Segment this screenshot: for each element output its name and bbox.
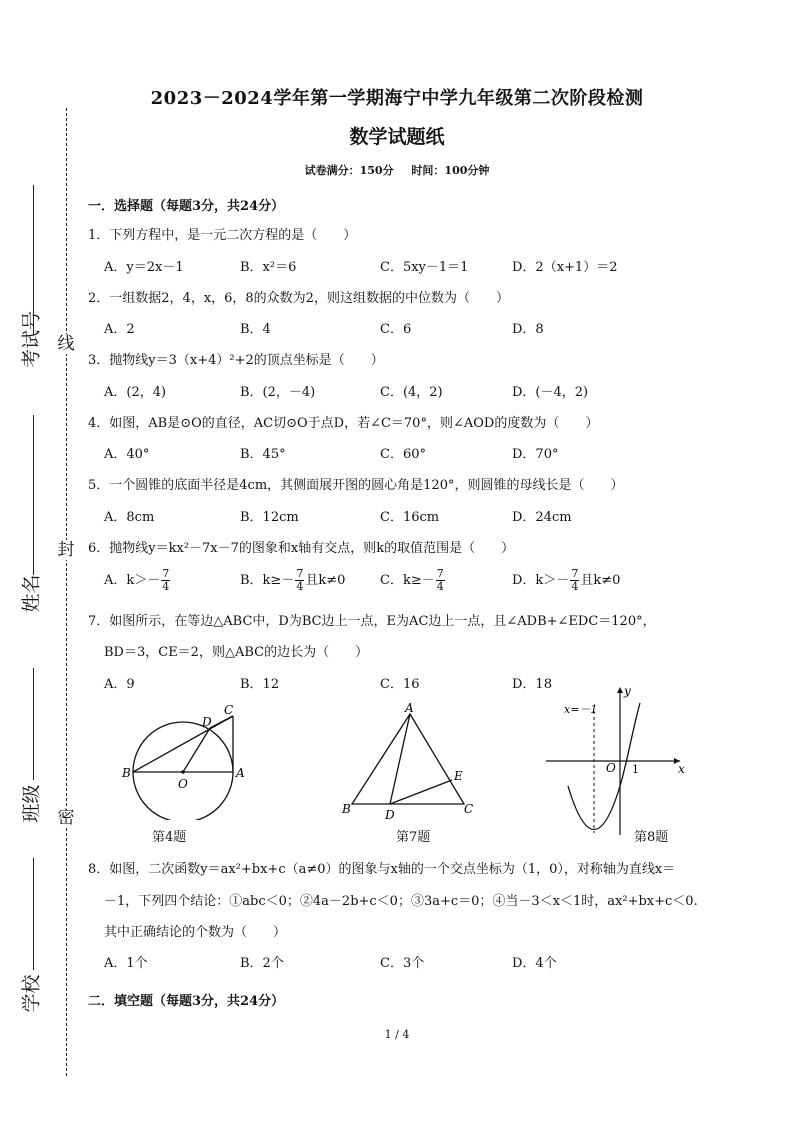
q7-option-d: D．18 bbox=[512, 677, 552, 692]
q6-d-suffix: 且k≠0 bbox=[580, 573, 621, 588]
fraction-denominator: 4 bbox=[162, 580, 170, 593]
segment-ad bbox=[390, 714, 410, 804]
q2-option-d: D．8 bbox=[512, 322, 544, 337]
exam-number-label: 考试号 bbox=[20, 311, 43, 369]
question-5-stem: 5．一个圆锥的底面半径是4cm，其侧面展开图的圆心角是120°，则圆锥的母线长是（ ） bbox=[88, 478, 624, 493]
q5-option-b: B．12cm bbox=[240, 510, 299, 525]
q3-option-c: C．(4，2) bbox=[380, 385, 443, 400]
q8-option-d: D．4个 bbox=[512, 956, 557, 971]
section-2-title: 二．填空题（每题3分，共24分） bbox=[88, 994, 285, 1009]
exam-time: 时间：100分钟 bbox=[411, 164, 490, 177]
label-d: D bbox=[202, 715, 212, 729]
q6-option-d bbox=[512, 568, 620, 593]
label-b: B bbox=[342, 802, 351, 816]
q6-a-text: A．k＞－ bbox=[104, 573, 161, 588]
triangle-abc bbox=[352, 714, 464, 804]
exam-subtitle: 数学试题纸 bbox=[349, 126, 445, 148]
q1-option-b: B．x²＝6 bbox=[240, 260, 297, 275]
school-label: 学校 bbox=[20, 974, 43, 1013]
name-label: 姓名 bbox=[20, 574, 43, 613]
q2-option-a: A．2 bbox=[104, 322, 135, 337]
question-6-stem: 6．抛物线y＝kx²－7x－7的图象和x轴有交点，则k的取值范围是（ ） bbox=[88, 541, 515, 556]
section-1-title: 一．选择题（每题3分，共24分） bbox=[88, 199, 285, 214]
question-8-stem: 8．如图，二次函数y＝ax²+bx+c（a≠0）的图象与x轴的一个交点坐标为（1，0），对称轴为直线x＝ bbox=[88, 862, 676, 877]
fraction bbox=[570, 568, 579, 593]
q4-option-a: A．40° bbox=[104, 447, 150, 462]
exam-meta bbox=[0, 162, 794, 178]
class-label: 班级 bbox=[20, 784, 43, 823]
question-8-stem-line3: 其中正确结论的个数为（ ） bbox=[104, 925, 287, 940]
label-symmetry: x=－1 bbox=[564, 703, 598, 716]
fraction bbox=[295, 568, 304, 593]
segment-dc bbox=[210, 716, 233, 728]
q5-option-c: C．16cm bbox=[380, 510, 440, 525]
question-7-stem: 7．如图所示，在等边△ABC中，D为BC边上一点，E为AC边上一点，且∠ADB+∠EDC＝120°， bbox=[88, 614, 656, 629]
fraction bbox=[436, 568, 445, 593]
center-point bbox=[181, 770, 185, 774]
label-o: O bbox=[606, 761, 616, 775]
fraction-denominator: 4 bbox=[571, 580, 579, 593]
figure-8-parabola-graph bbox=[540, 683, 690, 843]
q8-option-c: C．3个 bbox=[380, 956, 425, 971]
q6-option-b bbox=[240, 568, 345, 593]
q5-option-d: D．24cm bbox=[512, 510, 572, 525]
q8-option-b: B．2个 bbox=[240, 956, 284, 971]
page-number: 1 / 4 bbox=[384, 1028, 410, 1041]
q5-option-a: A．8cm bbox=[104, 510, 155, 525]
q6-b-suffix: 且k≠0 bbox=[305, 573, 346, 588]
q8-option-a: A．1个 bbox=[104, 956, 148, 971]
question-3-stem: 3．抛物线y＝3（x+4）²+2的顶点坐标是（ ） bbox=[88, 353, 384, 368]
figure-8-caption: 第8题 bbox=[634, 830, 669, 845]
q6-option-c bbox=[380, 568, 446, 593]
label-e: E bbox=[454, 769, 463, 783]
label-x: x bbox=[678, 762, 685, 776]
label-a: A bbox=[405, 701, 414, 715]
segment-od bbox=[183, 728, 210, 772]
fraction-denominator: 4 bbox=[296, 580, 304, 593]
question-7-stem-line2: BD＝3，CE＝2，则△ABC的边长为（ ） bbox=[104, 645, 369, 660]
question-4-stem: 4．如图，AB是⊙O的直径，AC切⊙O于点D，若∠C＝70°，则∠AOD的度数为（ ） bbox=[88, 416, 599, 431]
q2-option-b: B．4 bbox=[240, 322, 271, 337]
fraction-numerator: 7 bbox=[571, 567, 579, 580]
q3-option-d: D．(－4，2) bbox=[512, 385, 589, 400]
label-b: B bbox=[122, 766, 131, 780]
exam-title: 2023－2024学年第一学期海宁中学九年级第二次阶段检测 bbox=[150, 88, 644, 109]
label-a: A bbox=[236, 766, 245, 780]
q1-option-d: D．2（x+1）＝2 bbox=[512, 260, 618, 275]
name-line bbox=[33, 415, 34, 575]
figure-4-caption: 第4题 bbox=[152, 830, 187, 845]
q6-b-text: B．k≥－ bbox=[240, 573, 295, 588]
figure-7-caption: 第7题 bbox=[396, 830, 431, 845]
seal-dashed-line bbox=[66, 108, 67, 1076]
q4-option-b: B．45° bbox=[240, 447, 286, 462]
q7-option-a: A．9 bbox=[104, 677, 135, 692]
q7-option-c: C．16 bbox=[380, 677, 420, 692]
fraction-denominator: 4 bbox=[436, 580, 444, 593]
q7-option-b: B．12 bbox=[240, 677, 280, 692]
q2-option-c: C．6 bbox=[380, 322, 412, 337]
figure-4-circle-diagram bbox=[118, 700, 258, 820]
label-y: y bbox=[624, 684, 631, 698]
question-2-stem: 2．一组数据2，4，x，6，8的众数为2，则这组数据的中位数为（ ） bbox=[88, 291, 509, 306]
q6-d-text: D．k＞－ bbox=[512, 573, 570, 588]
label-c: C bbox=[464, 802, 474, 816]
label-o: O bbox=[178, 777, 188, 791]
q3-option-b: B．(2，－4) bbox=[240, 385, 316, 400]
question-1-stem: 1．下列方程中，是一元二次方程的是（ ） bbox=[88, 228, 357, 243]
q3-option-a: A．(2，4) bbox=[104, 385, 167, 400]
fraction-numerator: 7 bbox=[162, 567, 170, 580]
segment-de bbox=[390, 780, 452, 804]
full-score: 试卷满分：150分 bbox=[304, 164, 394, 177]
y-axis-arrow bbox=[617, 687, 623, 693]
seal-char-mi: 密 bbox=[57, 808, 75, 828]
q4-option-d: D．70° bbox=[512, 447, 559, 462]
fraction-numerator: 7 bbox=[296, 567, 304, 580]
q1-option-a: A．y＝2x－1 bbox=[104, 260, 184, 275]
q6-c-text: C．k≥－ bbox=[380, 573, 435, 588]
q4-option-c: C．60° bbox=[380, 447, 426, 462]
seal-char-xian: 线 bbox=[57, 334, 75, 354]
seal-char-feng: 封 bbox=[57, 540, 75, 560]
question-8-stem-line2: －1，下列四个结论：①abc＜0；②4a－2b+c＜0；③3a+c＝0；④当－3＜x＜1时，ax²+bx+c＜0. bbox=[104, 894, 698, 909]
label-d: D bbox=[385, 808, 395, 822]
label-c: C bbox=[224, 703, 234, 717]
q6-option-a bbox=[104, 568, 171, 593]
label-one: 1 bbox=[632, 763, 639, 776]
fraction-numerator: 7 bbox=[436, 567, 444, 580]
fraction bbox=[161, 568, 170, 593]
q1-option-c: C．5xy－1＝1 bbox=[380, 260, 469, 275]
figure-7-triangle-diagram bbox=[338, 700, 478, 825]
